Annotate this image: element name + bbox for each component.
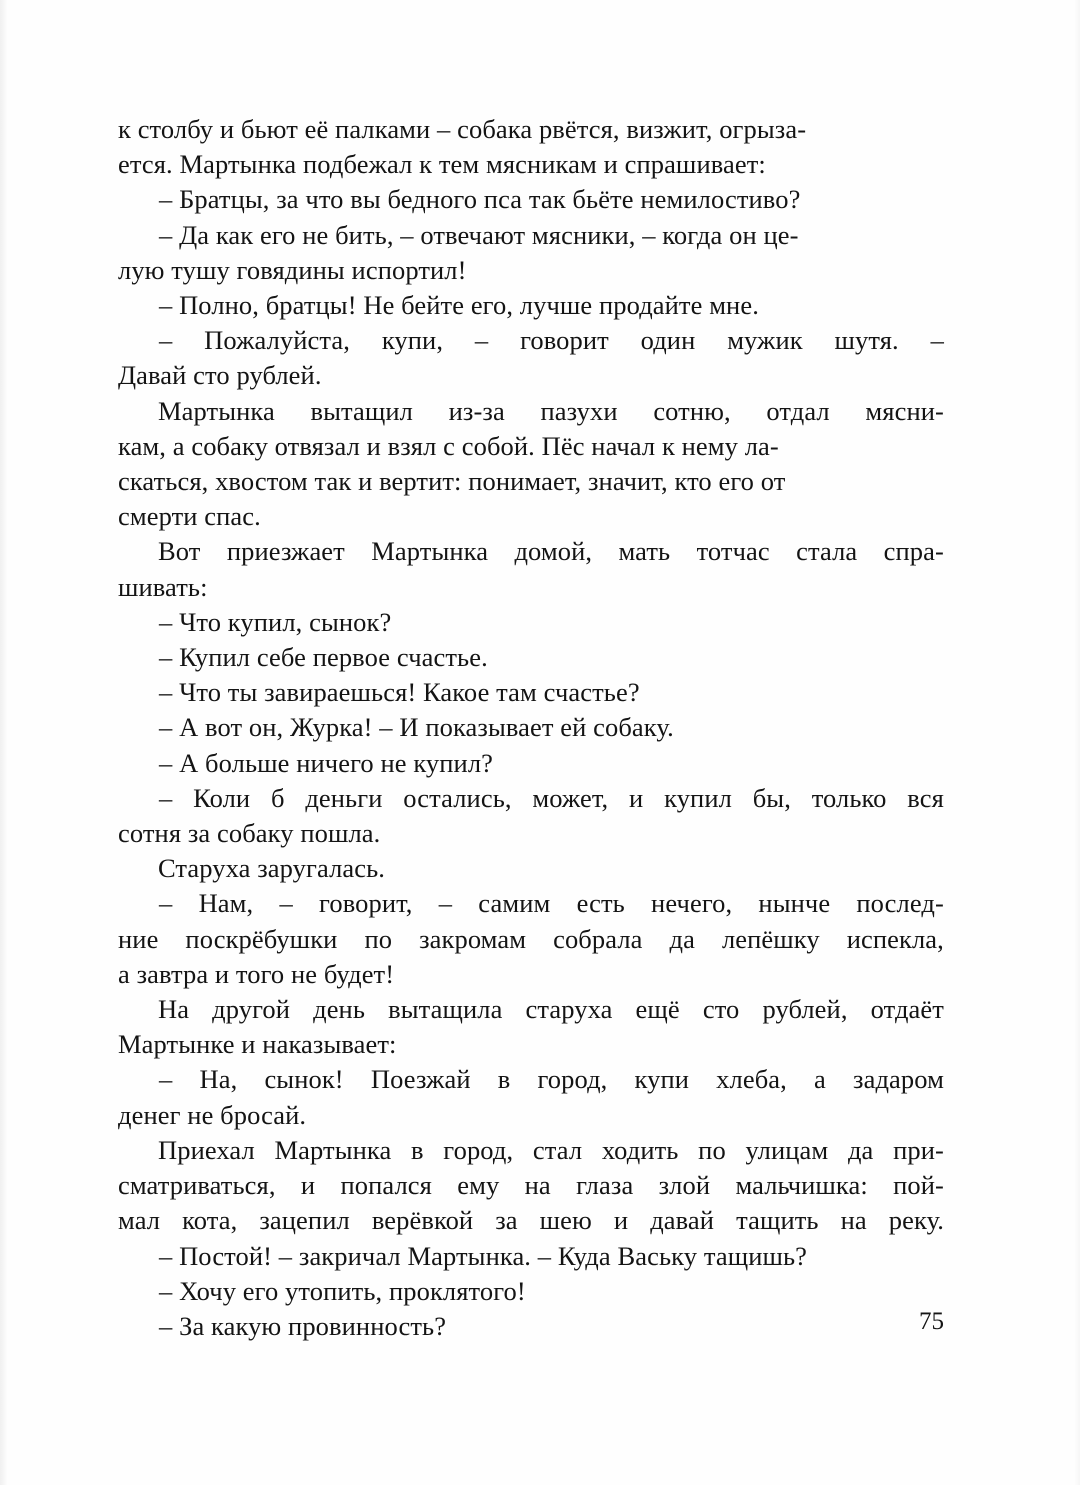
text-word: бы,: [752, 782, 791, 813]
text-word: мужик: [727, 325, 803, 356]
text-word: купи,: [381, 325, 444, 356]
text-line: Давай сто рублей.: [118, 360, 322, 391]
paragraph: [118, 605, 944, 640]
text-word: купи: [634, 1064, 690, 1095]
text-word: город,: [443, 1134, 514, 1165]
text-word: Нам,: [198, 888, 254, 919]
page-text-block: [118, 112, 944, 1344]
text-line: – Постой! – закричал Мартынка. – Куда Ваську тащишь?: [159, 1240, 808, 1271]
paragraph: [118, 640, 944, 675]
text-word: да: [669, 923, 695, 954]
text-word: закромам: [419, 923, 527, 954]
text-word: испекла,: [846, 923, 944, 954]
text-word: –: [279, 888, 293, 919]
paragraph: [118, 394, 944, 535]
paragraph: [118, 675, 944, 710]
text-word: зацепил: [259, 1205, 350, 1236]
paragraph: [118, 886, 944, 992]
text-line: – А больше ничего не купил?: [159, 747, 494, 778]
text-word: остались,: [403, 782, 512, 813]
text-line: а завтра и того не будет!: [118, 958, 395, 989]
text-word: лепёшку: [721, 923, 820, 954]
text-line: смерти спас.: [118, 501, 261, 532]
text-word: –: [474, 325, 489, 356]
paragraph: [118, 746, 944, 781]
text-word: кота,: [182, 1205, 238, 1236]
paragraph: [118, 112, 944, 182]
text-word: тотчас: [696, 536, 770, 567]
text-line: лую тушу говядины испортил!: [118, 254, 467, 285]
text-word: Коли: [193, 782, 251, 813]
text-word: Поезжай: [370, 1064, 471, 1095]
text-word: нечего,: [651, 888, 733, 919]
text-line: [118, 886, 944, 921]
text-word: деньги: [305, 782, 383, 813]
paragraph: [118, 323, 944, 393]
text-word: сынок!: [264, 1064, 344, 1095]
paragraph: [118, 992, 944, 1062]
text-word: Пожалуйста,: [204, 325, 351, 356]
text-word: отдал: [766, 395, 830, 426]
text-word: мальчишка:: [735, 1170, 868, 1201]
text-word: Мартынка: [371, 536, 489, 567]
text-word: реку.: [888, 1205, 944, 1236]
text-word: приезжает: [226, 536, 345, 567]
text-word: может,: [532, 782, 609, 813]
text-line: [118, 922, 944, 957]
text-word: –: [930, 325, 944, 356]
text-word: тащить: [736, 1205, 819, 1236]
text-word: ещё: [635, 994, 680, 1025]
text-word: и: [300, 1170, 316, 1201]
text-word: ние: [118, 923, 159, 954]
text-word: ему: [457, 1170, 500, 1201]
text-line: [118, 781, 944, 816]
text-word: шутя.: [834, 325, 899, 356]
text-word: –: [159, 782, 173, 813]
text-word: сто: [702, 994, 740, 1025]
text-word: стал: [532, 1134, 583, 1165]
text-word: сматриваться,: [118, 1170, 276, 1201]
text-word: собрала: [553, 923, 643, 954]
text-word: пой-: [893, 1170, 944, 1201]
text-word: день: [313, 994, 366, 1025]
text-word: –: [159, 888, 173, 919]
text-word: говорит,: [319, 888, 413, 919]
paragraph: [118, 1274, 944, 1309]
text-line: [118, 394, 944, 429]
text-word: и: [613, 1205, 629, 1236]
text-word: есть: [576, 888, 625, 919]
text-word: задаром: [853, 1064, 944, 1095]
text-word: сотню,: [653, 395, 731, 426]
text-line: – Полно, братцы! Не бейте его, лучше продайте мне.: [159, 290, 759, 321]
text-line: ется. Мартынка подбежал к тем мясникам и спрашивает:: [118, 149, 766, 180]
text-line: кам, а собаку отвязал и взял с собой. Пёс начал к нему ла-: [118, 430, 779, 461]
text-word: да: [847, 1134, 874, 1165]
text-word: из-за: [448, 395, 505, 426]
text-word: а: [814, 1064, 826, 1095]
text-word: мясни-: [865, 395, 944, 426]
text-word: улицам: [745, 1134, 829, 1165]
text-word: в: [497, 1064, 511, 1095]
text-line: [118, 1062, 944, 1097]
text-line: [118, 1133, 944, 1168]
text-word: вытащил: [310, 395, 413, 426]
text-word: город,: [537, 1064, 608, 1095]
text-word: при-: [893, 1134, 944, 1165]
text-word: старуха: [525, 994, 613, 1025]
text-word: один: [640, 325, 696, 356]
text-line: шивать:: [118, 571, 208, 602]
text-word: нынче: [758, 888, 831, 919]
text-word: –: [159, 325, 173, 356]
text-word: Мартынка: [274, 1134, 392, 1165]
text-word: верёвкой: [371, 1205, 474, 1236]
text-word: на: [840, 1205, 867, 1236]
text-line: – Да как его не бить, – отвечают мясники, – когда он це-: [159, 219, 799, 250]
text-line: Старуха заругалась.: [158, 853, 386, 884]
text-word: попался: [340, 1170, 432, 1201]
paragraph: [118, 182, 944, 217]
text-word: шею: [539, 1205, 592, 1236]
text-line: скаться, хвостом так и вертит: понимает, значит, кто его от: [118, 466, 786, 497]
text-word: Вот: [158, 536, 201, 567]
text-word: На: [158, 994, 190, 1025]
paragraph: [118, 1239, 944, 1274]
text-word: послед-: [856, 888, 944, 919]
text-line: [118, 534, 944, 569]
text-line: [118, 1203, 944, 1238]
paragraph: [118, 781, 944, 851]
text-word: –: [438, 888, 453, 919]
paragraph: [118, 218, 944, 288]
text-line: – За какую провинность?: [159, 1310, 447, 1341]
paragraph: [118, 1133, 944, 1239]
text-word: злой: [658, 1170, 711, 1201]
text-word: мать: [618, 536, 671, 567]
text-word: рублей,: [762, 994, 848, 1025]
text-word: Приехал: [158, 1134, 255, 1165]
text-line: сотня за собаку пошла.: [118, 818, 381, 849]
paragraph: [118, 1062, 944, 1132]
text-line: – Что ты завираешься! Какое там счастье?: [159, 677, 640, 708]
text-line: – Купил себе первое счастье.: [159, 642, 488, 673]
text-line: [118, 323, 944, 358]
text-word: другой: [212, 994, 291, 1025]
text-word: спра-: [883, 536, 944, 567]
text-word: домой,: [514, 536, 593, 567]
paragraph: [118, 288, 944, 323]
text-word: давай: [650, 1205, 715, 1236]
text-line: – А вот он, Журка! – И показывает ей собаку.: [159, 712, 674, 743]
text-word: и: [629, 782, 644, 813]
text-line: к столбу и бьют её палками – собака рвётся, визжит, огрыза-: [118, 114, 807, 144]
text-word: за: [495, 1205, 518, 1236]
text-word: хлеба,: [716, 1064, 787, 1095]
text-line: – Хочу его утопить, проклятого!: [159, 1275, 526, 1306]
text-word: говорит: [520, 325, 609, 356]
text-line: денег не бросай.: [118, 1099, 307, 1130]
text-word: б: [270, 782, 285, 813]
paragraph: [118, 851, 944, 886]
text-word: самим: [478, 888, 551, 919]
page-number: 75: [919, 1308, 944, 1335]
text-line: [118, 1168, 944, 1203]
text-word: –: [159, 1064, 173, 1095]
text-word: по: [364, 923, 393, 954]
text-word: по: [698, 1134, 726, 1165]
text-word: отдаёт: [870, 994, 944, 1025]
text-line: Мартынке и наказывает:: [118, 1029, 397, 1060]
text-word: вся: [907, 782, 944, 813]
text-word: Мартынка: [158, 395, 275, 426]
text-word: мал: [118, 1205, 161, 1236]
paragraph: [118, 710, 944, 745]
text-word: ходить: [601, 1134, 679, 1165]
text-word: глаза: [576, 1170, 634, 1201]
text-word: на: [524, 1170, 551, 1201]
text-word: только: [811, 782, 887, 813]
text-word: поскрёбушки: [185, 923, 338, 954]
text-word: стала: [796, 536, 858, 567]
text-word: вытащила: [388, 994, 503, 1025]
text-word: На,: [199, 1064, 238, 1095]
text-word: купил: [664, 782, 732, 813]
text-line: [118, 992, 944, 1027]
text-line: – Братцы, за что вы бедного пса так бьёте немилостиво?: [159, 184, 801, 215]
paragraph: [118, 534, 944, 604]
text-word: пазухи: [540, 395, 618, 426]
text-word: в: [410, 1134, 424, 1165]
text-line: – Что купил, сынок?: [159, 606, 392, 637]
